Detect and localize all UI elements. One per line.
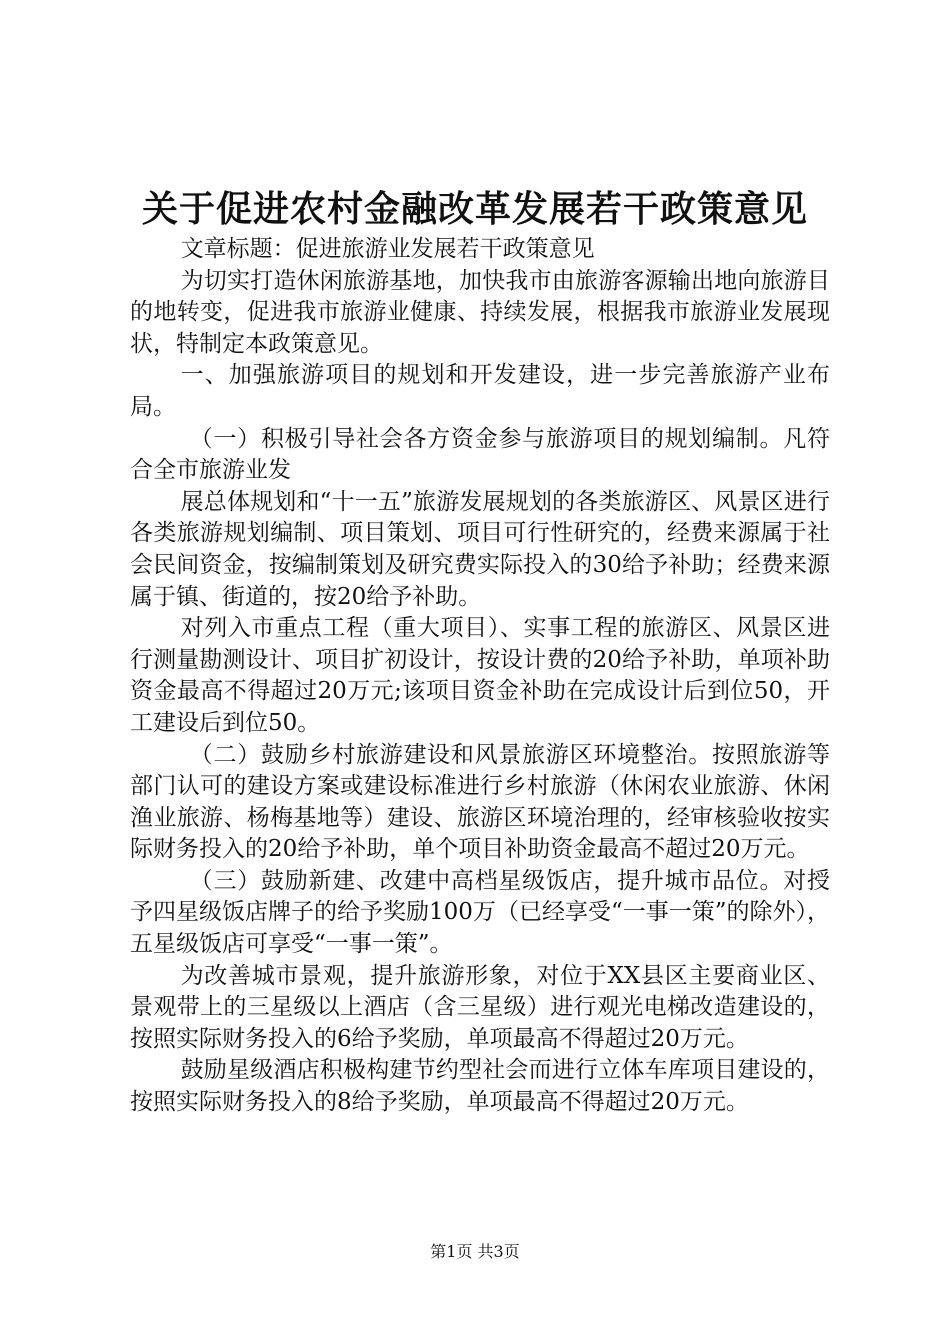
subsection-paragraph: （二）鼓励乡村旅游建设和风景旅游区环境整治。按照旅游等部门认可的建设方案或建设标准进行乡村旅游（休闲农业旅游、休闲渔业旅游、杨梅基地等）建设、旅游区环境治理的，经审核验收按实际财务投入的20给予补助，单个项目补助资金最高不超过20万元。 [130,741,830,863]
article-title-line: 文章标题：促进旅游业发展若干政策意见 [180,236,595,262]
subsection-paragraph: （三）鼓励新建、改建中高档星级饭店，提升城市品位。对授予四星级饭店牌子的给予奖励100万（已经享受“一事一策”的除外），五星级饭店可享受“一事一策”。 [130,867,830,958]
paragraph: 为改善城市景观，提升旅游形象，对位于XX县区主要商业区、景观带上的三星级以上酒店（含三星级）进行观光电梯改造建设的，按照实际财务投入的6给予奖励，单项最高不得超过20万元。 [130,962,830,1052]
subsection-heading: （一）积极引导社会各方资金参与旅游项目的规划编制。凡符合全市旅游业发 [130,425,830,484]
paragraph: 展总体规划和“十一五”旅游发展规划的各类旅游区、风景区进行各类旅游规划编制、项目策划、项目可行性研究的，经费来源属于社会民间资金，按编制策划及研究费实际投入的30给予补助；经费来源属于镇、街道的，按20给予补助。 [130,488,830,610]
paragraph: 对列入市重点工程（重大项目）、实事工程的旅游区、风景区进行测量勘测设计、项目扩初设计，按设计费的20给予补助，单项补助资金最高不得超过20万元;该项目资金补助在完成设计后到位50，开工建设后到位50。 [130,615,830,736]
paragraph: 为切实打造休闲旅游基地，加快我市由旅游客源输出地向旅游目的地转变，促进我市旅游业健康、持续发展，根据我市旅游业发展现状，特制定本政策意见。 [130,267,830,357]
section-heading: 一、加强旅游项目的规划和开发建设，进一步完善旅游产业布局。 [130,362,830,420]
document-title: 关于促进农村金融改革发展若干政策意见 [141,188,808,230]
page-footer: 第1页 共3页 [430,1242,520,1261]
document-body [130,234,830,1119]
paragraph: 鼓励星级酒店积极构建节约型社会而进行立体车库项目建设的，按照实际财务投入的8给予奖励，单项最高不得超过20万元。 [130,1057,830,1116]
